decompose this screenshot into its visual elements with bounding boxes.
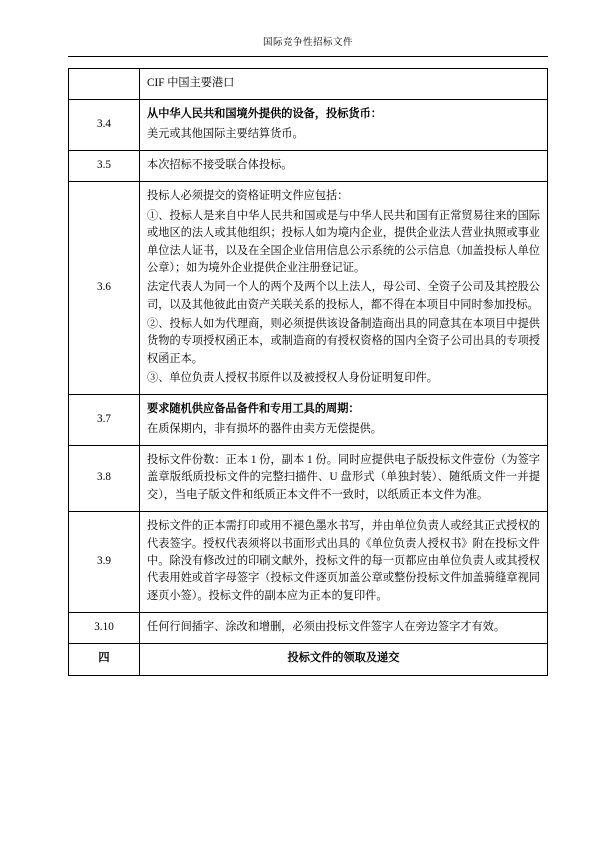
table-row bbox=[69, 151, 548, 182]
row-content bbox=[140, 100, 548, 151]
table-row bbox=[69, 395, 548, 446]
paragraph: 投标人必须提交的资格证明文件应包括： bbox=[147, 190, 349, 203]
row-number: 3.9 bbox=[69, 512, 140, 613]
row-content bbox=[140, 446, 548, 512]
paragraph: 本次招标不接受联合体投标。 bbox=[147, 159, 293, 172]
row-number: 3.10 bbox=[69, 612, 140, 643]
row-number: 3.5 bbox=[69, 151, 140, 182]
paragraph: ②、投标人如为代理商，则必须提供该设备制造商出具的同意其在本项目中提供货物的专项授权函正本，或制造商的有授权资格的国内全资子公司出具的专项授权函正本。 bbox=[147, 317, 540, 365]
section-row bbox=[69, 644, 548, 675]
paragraph: 法定代表人为同一个人的两个及两个以上法人，母公司、全资子公司及其控股公司，以及其他彼此由资产关联关系的投标人，都不得在本项目中同时参加投标。 bbox=[147, 281, 540, 311]
header-divider bbox=[68, 56, 548, 57]
paragraph: 投标文件的正本需打印或用不褪色墨水书写，并由单位负责人或经其正式授权的代表签字。授权代表须将以书面形式出具的《单位负责人授权书》附在投标文件中。除没有修改过的印刷文献外，投标文件的每一页都应由单位负责人或其授权代表用姓或首字母签字（投标文件逐页加盖公章或整份投标文件加盖骑缝章视同逐页小签）。投标文件的副本应为正本的复印件。 bbox=[147, 520, 540, 602]
table-row bbox=[69, 182, 548, 395]
row-number bbox=[69, 69, 140, 100]
row-content bbox=[140, 612, 548, 643]
row-number: 3.4 bbox=[69, 100, 140, 151]
row-content bbox=[140, 395, 548, 446]
table-row bbox=[69, 512, 548, 613]
table-body bbox=[69, 69, 548, 676]
row-number: 3.6 bbox=[69, 182, 140, 395]
section-title: 投标文件的领取及递交 bbox=[140, 644, 548, 675]
paragraph: 美元或其他国际主要结算货币。 bbox=[147, 127, 304, 140]
row-content bbox=[140, 69, 548, 100]
paragraph: 投标文件份数：正本 1 份，副本 1 份。同时应提供电子版投标文件壹份（为签字盖章版纸质投标文件的完整扫描件、U 盘形式（单独封装）、随纸质文件一并提交），当电子版文件和纸质正本文件不一致时，以纸质正本文件为准。 bbox=[147, 454, 540, 501]
row-content bbox=[140, 512, 548, 613]
requirements-table bbox=[68, 68, 548, 676]
table-row bbox=[69, 612, 548, 643]
paragraph: 在质保期内，非有损坏的器件由卖方无偿提供。 bbox=[147, 422, 382, 435]
paragraph: ①、投标人是来自中华人民共和国或是与中华人民共和国有正常贸易往来的国际或地区的法人或其他组织；投标人如为境内企业，提供企业法人营业执照或事业单位法人证书，以及在全国企业信用信息公示系统的公示信息（加盖投标人单位公章）；如为境外企业提供企业注册登记证。 bbox=[147, 209, 540, 274]
section-number: 四 bbox=[69, 644, 140, 675]
row-number: 3.8 bbox=[69, 446, 140, 512]
table-row bbox=[69, 69, 548, 100]
row-number: 3.7 bbox=[69, 395, 140, 446]
paragraph: CIF 中国主要港口 bbox=[147, 77, 235, 89]
table-row bbox=[69, 446, 548, 512]
row-content bbox=[140, 151, 548, 182]
page-header: 国际竞争性招标文件 bbox=[262, 38, 353, 48]
table-row bbox=[69, 100, 548, 151]
paragraph: ③、单位负责人授权书原件以及被授权人身份证明复印件。 bbox=[147, 372, 438, 385]
paragraph: 要求随机供应备品备件和专用工具的周期： bbox=[147, 403, 360, 416]
row-content bbox=[140, 182, 548, 395]
paragraph: 从中华人民共和国境外提供的设备，投标货币： bbox=[147, 108, 382, 121]
paragraph: 任何行间插字、涂改和增删，必须由投标文件签字人在旁边签字才有效。 bbox=[147, 620, 506, 633]
